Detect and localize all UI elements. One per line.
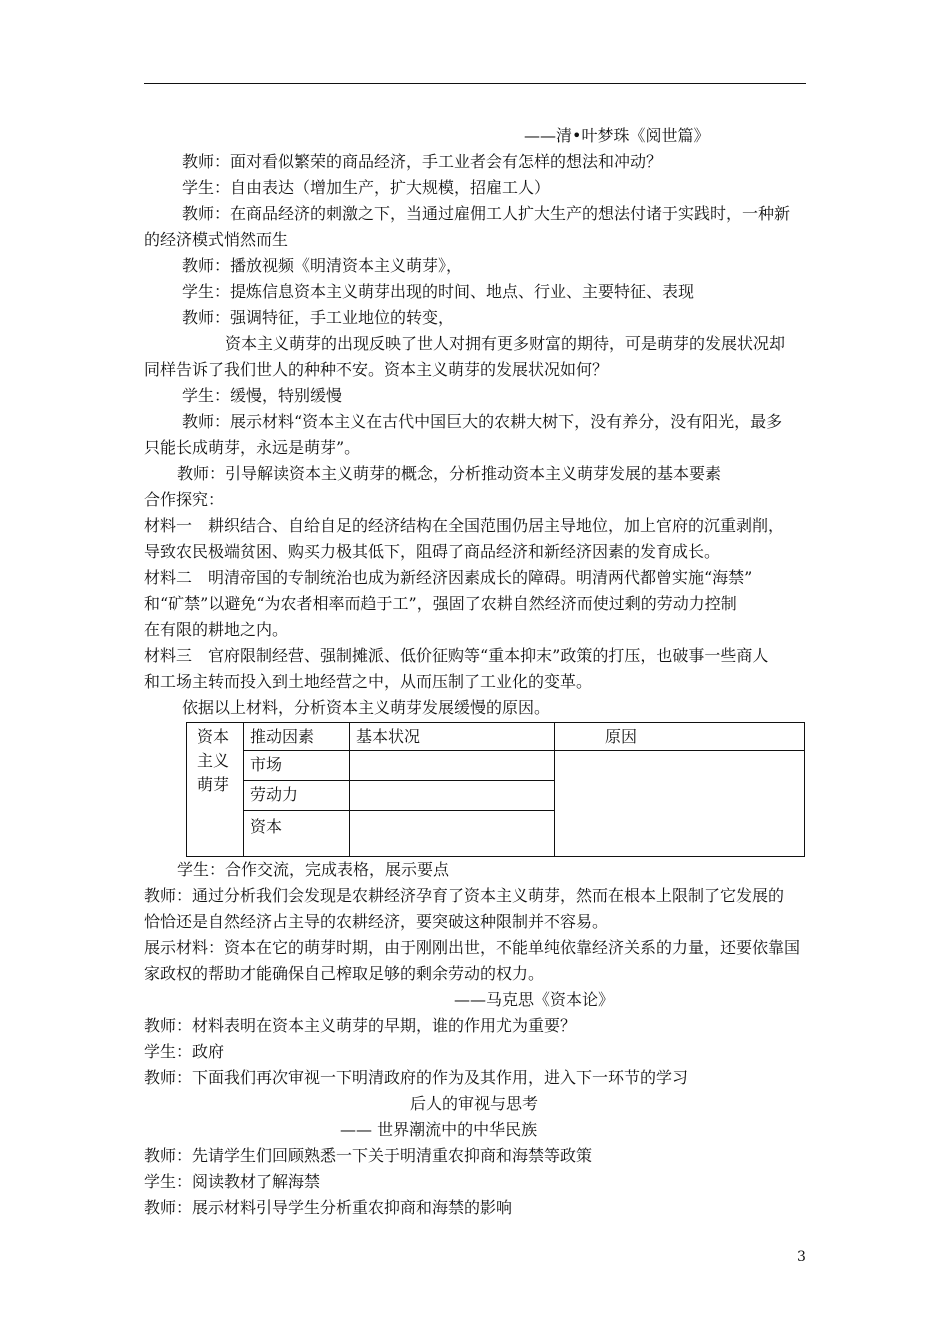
table-row-label [187, 723, 244, 857]
paragraph-line: 教师：播放视频《明清资本主义萌芽》， [182, 256, 463, 275]
paragraph-line: 恰恰还是自然经济占主导的农耕经济，要突破这种限制并不容易。 [144, 912, 609, 931]
header-rule [144, 83, 806, 84]
quote-attribution: ——清•叶梦珠《阅世篇》 [524, 126, 710, 145]
paragraph-line: 教师：面对看似繁荣的商品经济，手工业者会有怎样的想法和冲动？ [182, 152, 663, 171]
paragraph-line: 教师：展示材料引导学生分析重农抑商和海禁的影响 [144, 1198, 513, 1217]
table-cell-blank [350, 811, 555, 857]
paragraph-line: 学生：缓慢，特别缓慢 [182, 386, 343, 405]
row-label-line: 主义 [197, 751, 230, 770]
factors-table [186, 722, 805, 857]
material-line: 在有限的耕地之内。 [144, 620, 289, 639]
material-line: 导致农民极端贫困、购买力极其低下，阻碍了商品经济和新经济因素的发育成长。 [144, 542, 721, 561]
paragraph-line: 学生：合作交流，完成表格，展示要点 [177, 860, 450, 879]
section-heading: 合作探究： [144, 490, 225, 509]
paragraph-line: 家政权的帮助才能确保自己榨取足够的剩余劳动的权力。 [144, 964, 545, 983]
paragraph-line: 学生：政府 [144, 1042, 225, 1061]
section-subtitle: —— 世界潮流中的中华民族 [340, 1120, 538, 1139]
material-line: 材料一 耕织结合、自给自足的经济结构在全国范围仍居主导地位，加上官府的沉重剥削， [144, 516, 785, 535]
table-cell-blank [350, 751, 555, 781]
paragraph-line: 教师：通过分析我们会发现是农耕经济孕育了资本主义萌芽，然而在根本上限制了它发展的 [144, 886, 785, 905]
paragraph-line: 教师：在商品经济的刺激之下，当通过雇佣工人扩大生产的想法付诸于实践时，一种新 [182, 204, 791, 223]
table-header-factor: 推动因素 [244, 723, 350, 751]
section-title: 后人的审视与思考 [410, 1094, 539, 1113]
table-cell-reason-blank [555, 751, 805, 857]
material-line: 和工场主转而投入到土地经营之中，从而压制了工业化的变革。 [144, 672, 593, 691]
paragraph-line: 教师：材料表明在资本主义萌芽的早期，谁的作用尤为重要？ [144, 1016, 577, 1035]
table-cell-factor: 市场 [244, 751, 350, 781]
paragraph-line: 教师：强调特征，手工业地位的转变， [182, 308, 455, 327]
table-header-reason: 原因 [555, 723, 805, 751]
paragraph-line: 展示材料：资本在它的萌芽时期，由于刚刚出世，不能单纯依靠经济关系的力量，还要依靠国 [144, 938, 801, 957]
paragraph-line: 学生：阅读教材了解海禁 [144, 1172, 321, 1191]
table-cell-blank [350, 781, 555, 811]
material-line: 材料二 明清帝国的专制统治也成为新经济因素成长的障碍。明清两代都曾实施“海禁” [144, 568, 753, 587]
row-label-line: 资本 [197, 727, 230, 746]
paragraph-line: 依据以上材料，分析资本主义萌芽发展缓慢的原因。 [182, 698, 551, 717]
quote-attribution: ——马克思《资本论》 [454, 990, 615, 1009]
paragraph-line: 教师：展示材料“资本主义在古代中国巨大的农耕大树下，没有养分，没有阳光，最多 [182, 412, 783, 431]
paragraph-line: 教师：下面我们再次审视一下明清政府的作为及其作用，进入下一环节的学习 [144, 1068, 689, 1087]
row-label-line: 萌芽 [197, 775, 230, 794]
paragraph-line: 学生：自由表达（增加生产，扩大规模，招雇工人） [182, 178, 551, 197]
table-cell-factor: 资本 [244, 811, 350, 857]
material-line: 和“矿禁”以避免“为农者相率而趋于工”，强固了农耕自然经济而使过剩的劳动力控制 [144, 594, 737, 613]
table-header-status: 基本状况 [350, 723, 555, 751]
material-line: 材料三 官府限制经营、强制摊派、低价征购等“重本抑末”政策的打压，也破事一些商人 [144, 646, 769, 665]
paragraph-line: 教师：引导解读资本主义萌芽的概念，分析推动资本主义萌芽发展的基本要素 [177, 464, 722, 483]
paragraph-line: 资本主义萌芽的出现反映了世人对拥有更多财富的期待，可是萌芽的发展状况却 [225, 334, 786, 353]
paragraph-line: 学生：提炼信息资本主义萌芽出现的时间、地点、行业、主要特征、表现 [182, 282, 695, 301]
table-cell-factor: 劳动力 [244, 781, 350, 811]
paragraph-line: 只能长成萌芽，永远是萌芽”。 [144, 438, 361, 457]
paragraph-line: 同样告诉了我们世人的种种不安。资本主义萌芽的发展状况如何？ [144, 360, 609, 379]
page-number: 3 [797, 1249, 806, 1265]
paragraph-line: 教师：先请学生们回顾熟悉一下关于明清重农抑商和海禁等政策 [144, 1146, 593, 1165]
paragraph-line: 的经济模式悄然而生 [144, 230, 289, 249]
